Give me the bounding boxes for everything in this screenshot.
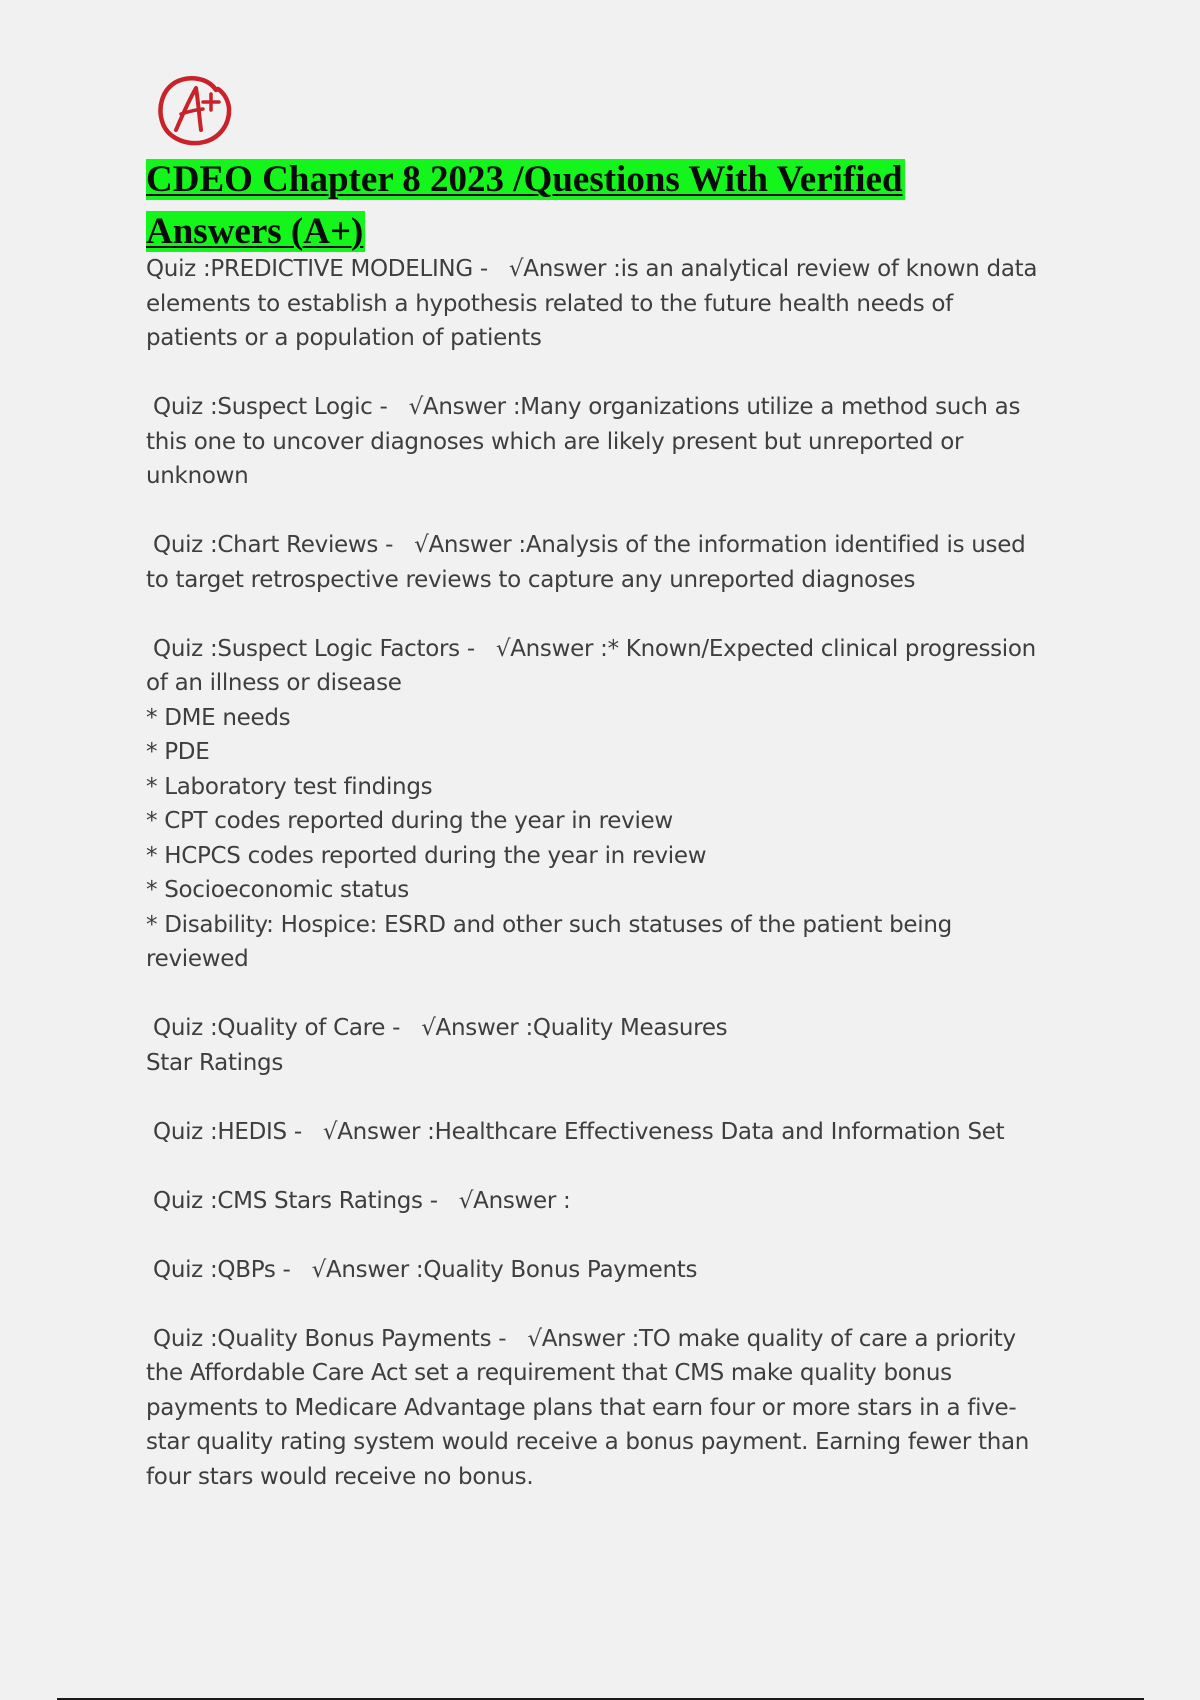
qa-item	[146, 632, 1066, 977]
qa-line: of an illness or disease	[146, 670, 402, 696]
qa-item	[146, 252, 1066, 356]
qa-line: to target retrospective reviews to capture any unreported diagnoses	[146, 566, 916, 593]
qa-line: elements to establish a hypothesis related to the future health needs of	[146, 290, 953, 317]
qa-item	[146, 1322, 1066, 1495]
qa-line: Quiz :Chart Reviews - √Answer :Analysis of the information identified is used	[146, 532, 1026, 558]
qa-line: star quality rating system would receive a bonus payment. Earning fewer than	[146, 1429, 1030, 1455]
qa-line: * PDE	[146, 739, 210, 765]
qa-line: four stars would receive no bonus.	[146, 1463, 534, 1490]
qa-line: Quiz :CMS Stars Ratings - √Answer :	[146, 1187, 571, 1214]
qa-line: Quiz :Quality Bonus Payments - √Answer :TO make quality of care a priority	[146, 1325, 1016, 1352]
qa-line: * Laboratory test findings	[146, 773, 433, 800]
title-line-1: CDEO Chapter 8 2023 /Questions With Verified	[146, 159, 903, 200]
qa-line: * CPT codes reported during the year in review	[146, 808, 673, 834]
qa-line: patients or a population of patients	[146, 325, 542, 351]
qa-line: Quiz :Suspect Logic Factors - √Answer :* Known/Expected clinical progression	[146, 635, 1036, 662]
qa-line: reviewed	[146, 946, 249, 972]
document-title	[146, 154, 1046, 258]
qa-line: Quiz :Suspect Logic - √Answer :Many organizations utilize a method such as	[146, 394, 1021, 420]
a-plus-grade-icon	[154, 72, 234, 148]
qa-item	[146, 1115, 1066, 1150]
qa-line: Quiz :Quality of Care - √Answer :Quality Measures	[146, 1015, 728, 1041]
qa-line: * HCPCS codes reported during the year in review	[146, 842, 707, 869]
qa-line: Quiz :PREDICTIVE MODELING - √Answer :is an analytical review of known data	[146, 256, 1038, 282]
qa-line: the Affordable Care Act set a requirement that CMS make quality bonus	[146, 1360, 952, 1386]
qa-item	[146, 1011, 1066, 1080]
qa-line: * Socioeconomic status	[146, 877, 409, 903]
qa-list	[146, 252, 1066, 1529]
qa-line: unknown	[146, 463, 249, 489]
qa-item	[146, 390, 1066, 494]
qa-item	[146, 1253, 1066, 1288]
qa-line: this one to uncover diagnoses which are likely present but unreported or	[146, 428, 964, 455]
qa-line: * Disability: Hospice: ESRD and other such statuses of the patient being	[146, 911, 952, 938]
qa-item	[146, 1184, 1066, 1219]
qa-line: Quiz :HEDIS - √Answer :Healthcare Effectiveness Data and Information Set	[146, 1118, 1005, 1145]
title-line-2: Answers (A+)	[146, 211, 364, 252]
qa-line: Quiz :QBPs - √Answer :Quality Bonus Payments	[146, 1256, 698, 1283]
qa-line: * DME needs	[146, 704, 291, 731]
qa-line: payments to Medicare Advantage plans that earn four or more stars in a five-	[146, 1394, 1017, 1421]
qa-item	[146, 528, 1066, 597]
qa-line: Star Ratings	[146, 1049, 284, 1076]
